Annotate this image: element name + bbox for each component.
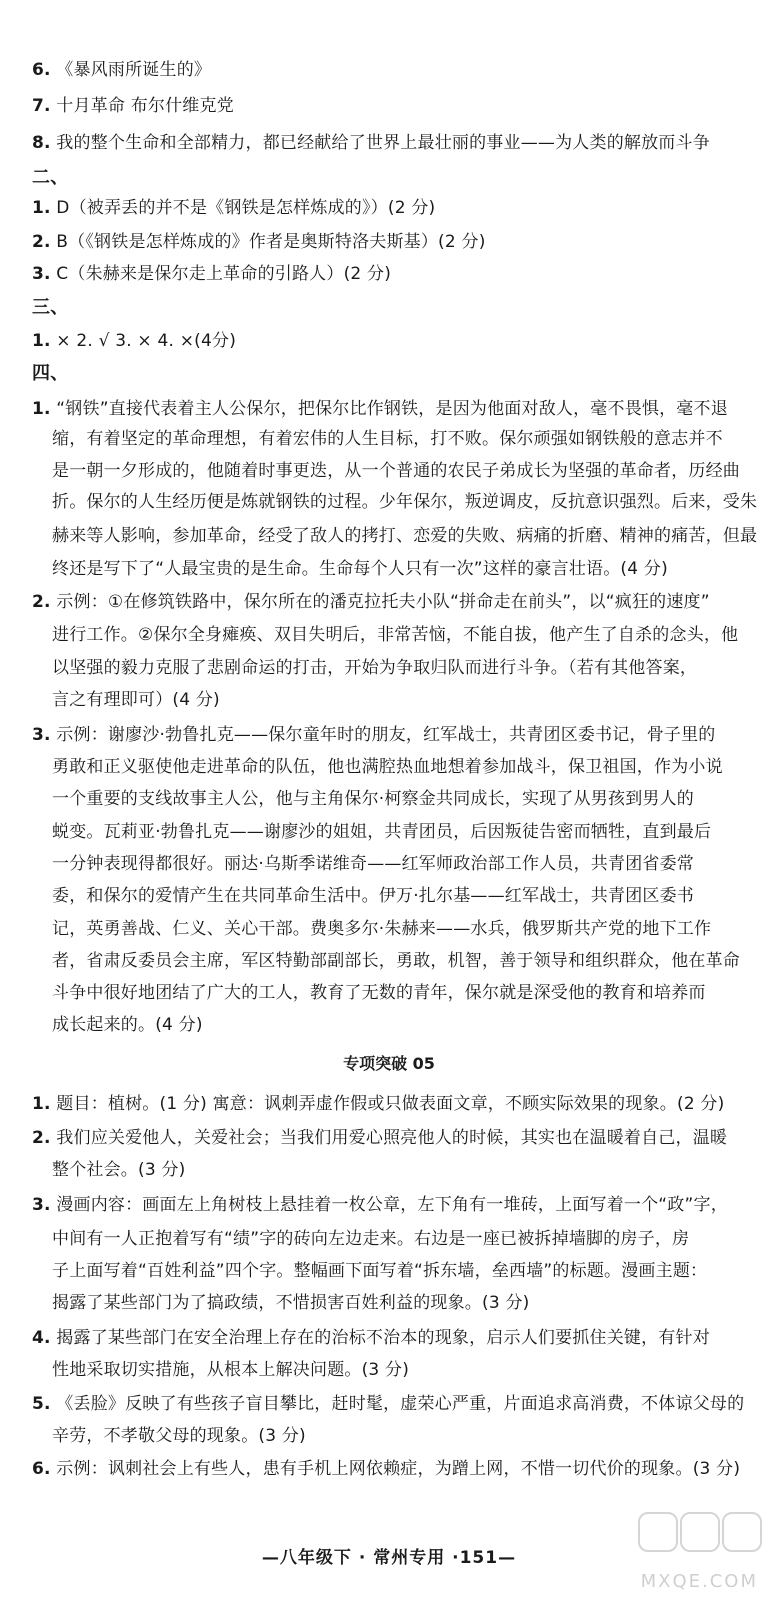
answer-continuation: 一分钟表现得都很好。丽达·乌斯季诺维奇——红军师政治部工作人员，共青团省委常 — [52, 854, 695, 874]
answer-continuation: 揭露了某些部门为了搞政绩，不惜损害百姓利益的现象。(3 分) — [52, 1293, 530, 1313]
item-text: 《丢脸》反映了有些孩子盲目攀比，赶时髦，虚荣心严重，片面追求高消费，不体谅父母的 — [56, 1394, 745, 1414]
answer-item — [32, 230, 752, 254]
item-number: 2. — [32, 592, 51, 612]
item-number: 1. — [32, 331, 51, 351]
item-number: 1. — [32, 1094, 51, 1114]
item-number: 3. — [32, 725, 51, 745]
answer-continuation: 辛劳，不孝敬父母的现象。(3 分) — [52, 1426, 306, 1446]
item-number: 2. — [32, 232, 51, 252]
answer-continuation: 委，和保尔的爱情产生在共同革命生活中。伊万·扎尔基——红军战士，共青团区委书 — [52, 886, 695, 906]
answer-continuation: 斗争中很好地团结了广大的工人，教育了无数的青年，保尔就是深受他的教育和培养而 — [52, 983, 706, 1003]
item-text: D（被弄丢的并不是《钢铁是怎样炼成的》）(2 分) — [56, 198, 436, 218]
answer-continuation: 性地采取切实措施，从根本上解决问题。(3 分) — [52, 1360, 410, 1380]
answer-item — [32, 1092, 752, 1116]
answer-continuation: 是一朝一夕形成的，他随着时事更迭，从一个普通的农民子弟成长为坚强的革命者，历经曲 — [52, 461, 740, 481]
item-text: “钢铁”直接代表着主人公保尔，把保尔比作钢铁，是因为他面对敌人，毫不畏惧，毫不退 — [56, 399, 728, 419]
item-number: 7. — [32, 96, 51, 116]
item-text: 示例：谢廖沙·勃鲁扎克——保尔童年时的朋友，红军战士，共青团区委书记，骨子里的 — [56, 725, 716, 745]
item-number: 4. — [32, 1328, 51, 1348]
answer-continuation: 整个社会。(3 分) — [52, 1160, 186, 1180]
item-number: 3. — [32, 264, 51, 284]
answer-item — [32, 1126, 752, 1150]
answer-item — [32, 58, 752, 82]
item-text: 示例：①在修筑铁路中，保尔所在的潘克拉托夫小队“拼命走在前头”，以“疯狂的速度” — [56, 592, 710, 612]
page-footer: —八年级下 · 常州专用 ·151— — [261, 1548, 517, 1568]
answer-continuation: 言之有理即可）(4 分) — [52, 690, 220, 710]
answer-continuation: 者，省肃反委员会主席，军区特勤部副部长，勇敢，机智，善于领导和组织群众，他在革命 — [52, 951, 740, 971]
answer-continuation: 以坚强的毅力克服了悲剧命运的打击，开始为争取归队而进行斗争。（若有其他答案， — [52, 658, 698, 678]
item-text: 揭露了某些部门在安全治理上存在的治标不治本的现象，启示人们要抓住关键，有针对 — [56, 1328, 710, 1348]
answer-continuation: 子上面写着“百姓利益”四个字。整幅画下面写着“拆东墙，垒西墙”的标题。漫画主题： — [52, 1261, 708, 1281]
item-number: 1. — [32, 198, 51, 218]
answer-item — [32, 94, 752, 118]
answer-continuation: 中间有一人正抱着写有“绩”字的砖向左边走来。右边是一座已被拆掉墙脚的房子，房 — [52, 1229, 690, 1249]
answer-item — [32, 1193, 752, 1217]
item-text: 漫画内容：画面左上角树枝上悬挂着一枚公章，左下角有一堆砖，上面写着一个“政”字， — [56, 1195, 728, 1215]
answer-item — [32, 590, 752, 614]
item-number: 8. — [32, 133, 51, 153]
item-text: × 2. √ 3. × 4. ×(4分) — [56, 331, 237, 351]
answer-continuation: 终还是写下了“人最宝贵的是生命。生命每个人只有一次”这样的豪言壮语。(4 分) — [52, 559, 668, 579]
section-heading: 二、 — [32, 167, 69, 188]
item-number: 6. — [32, 1459, 51, 1479]
answer-item — [32, 329, 752, 353]
item-number: 6. — [32, 60, 51, 80]
answer-continuation: 缩，有着坚定的革命理想，有着宏伟的人生目标，打不败。保尔顽强如钢铁般的意志并不 — [52, 429, 723, 449]
watermark-text: MXQE.COM — [640, 1571, 758, 1592]
answer-continuation: 蜕变。瓦莉亚·勃鲁扎克——谢廖沙的姐姐，共青团员，后因叛徒告密而牺牲，直到最后 — [52, 822, 712, 842]
answer-item — [32, 131, 752, 155]
item-text: 我的整个生命和全部精力，都已经献给了世界上最壮丽的事业——为人类的解放而斗争 — [56, 133, 710, 153]
item-text: 题目：植树。(1 分) 寓意：讽刺弄虚作假或只做表面文章，不顾实际效果的现象。(2 分) — [56, 1094, 725, 1114]
item-text: B（《钢铁是怎样炼成的》作者是奥斯特洛夫斯基）(2 分) — [56, 232, 486, 252]
item-text: 我们应关爱他人，关爱社会；当我们用爱心照亮他人的时候，其实也在温暖着自己，温暖 — [56, 1128, 728, 1148]
answer-continuation: 折。保尔的人生经历便是炼就钢铁的过程。少年保尔，叛逆调皮，反抗意识强烈。后来，受朱 — [52, 492, 758, 512]
answer-item — [32, 1392, 752, 1416]
answer-item — [32, 1457, 752, 1481]
watermark-logo — [634, 1506, 764, 1592]
item-number: 2. — [32, 1128, 51, 1148]
answer-item — [32, 262, 752, 286]
item-text: 示例：讽刺社会上有些人，患有手机上网依赖症，为蹭上网，不惜一切代价的现象。(3 分) — [56, 1459, 741, 1479]
item-number: 3. — [32, 1195, 51, 1215]
item-number: 5. — [32, 1394, 51, 1414]
answer-continuation: 记，英勇善战、仁义、关心干部。费奥多尔·朱赫来——水兵，俄罗斯共产党的地下工作 — [52, 919, 712, 939]
answer-continuation: 赫来等人影响，参加革命，经受了敌人的拷打、恋爱的失败、病痛的折磨、精神的痛苦，但最 — [52, 526, 758, 546]
answer-item — [32, 723, 752, 747]
answer-continuation: 一个重要的支线故事主人公，他与主角保尔·柯察金共同成长，实现了从男孩到男人的 — [52, 789, 695, 809]
item-text: 十月革命 布尔什维克党 — [56, 96, 234, 116]
item-number: 1. — [32, 399, 51, 419]
answer-item — [32, 1326, 752, 1350]
item-text: 《暴风雨所诞生的》 — [56, 60, 212, 80]
item-text: C（朱赫来是保尔走上革命的引路人）(2 分) — [56, 264, 392, 284]
answer-continuation: 勇敢和正义驱使他走进革命的队伍，他也满腔热血地想着参加战斗，保卫祖国，作为小说 — [52, 757, 723, 777]
section-heading: 四、 — [32, 363, 69, 384]
section-title: 专项突破 05 — [343, 1054, 435, 1073]
answer-item — [32, 196, 752, 220]
answer-continuation: 进行工作。②保尔全身瘫痪、双目失明后，非常苦恼，不能自拔，他产生了自杀的念头，他 — [52, 625, 739, 645]
answer-item — [32, 397, 752, 421]
answer-continuation: 成长起来的。(4 分) — [52, 1015, 203, 1035]
section-heading: 三、 — [32, 297, 69, 318]
